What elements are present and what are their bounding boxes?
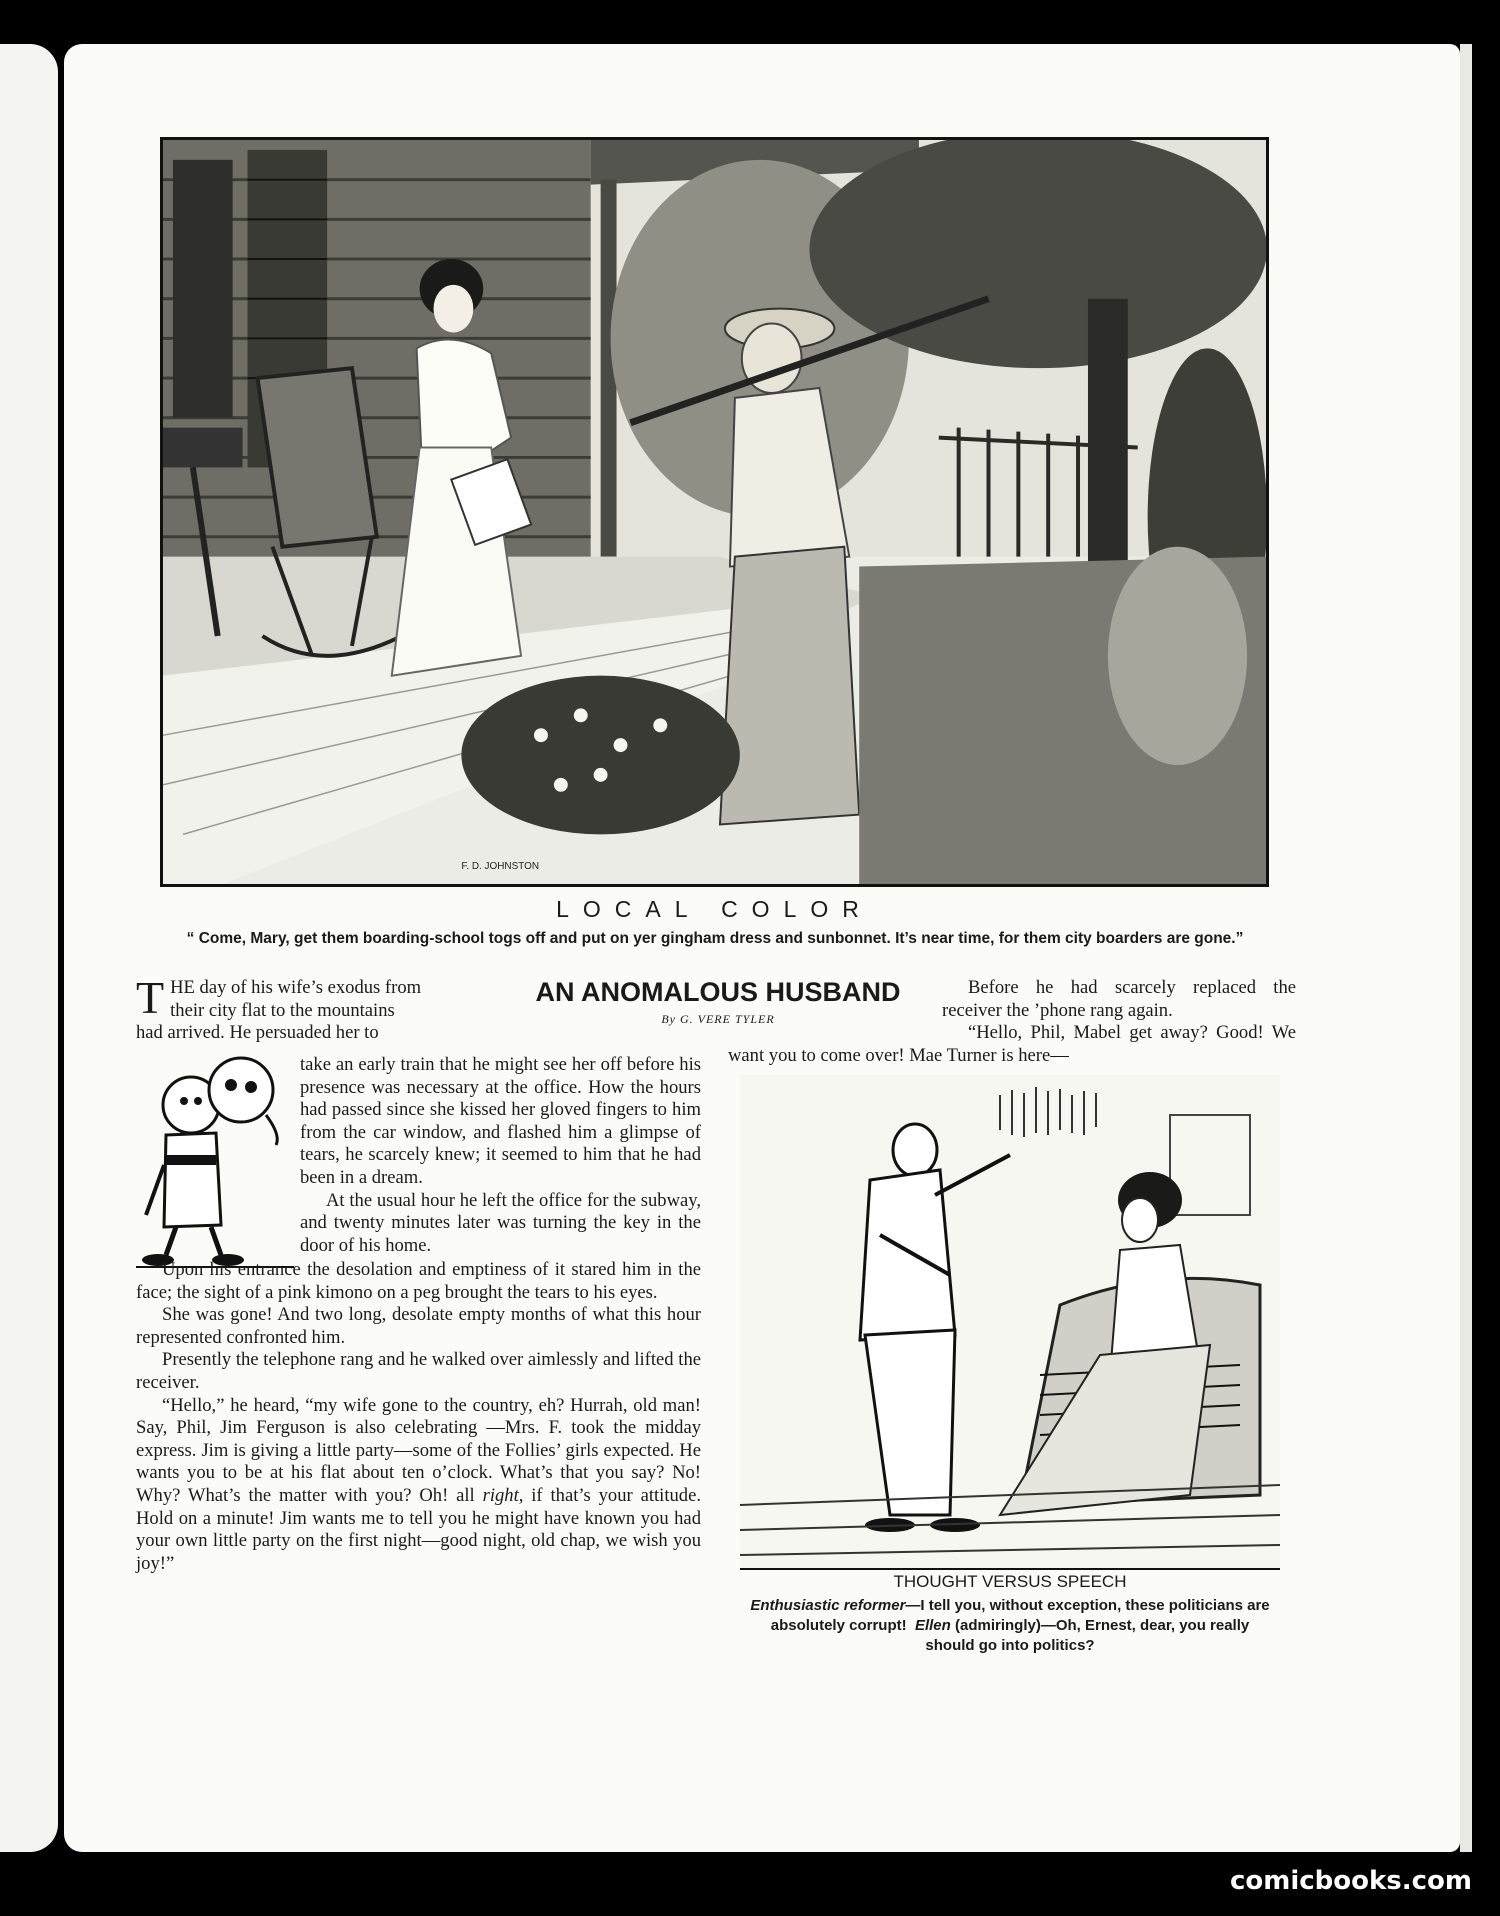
story-p4: She was gone! And two long, desolate empty months of what this hour represented confronted him.	[136, 1304, 701, 1348]
cartoon-title: THOUGHT VERSUS SPEECH	[893, 1572, 1127, 1591]
cartoon-line-1: —I tell you, without exception, these politicians are absolutely corrupt!	[770, 1597, 1270, 1634]
cartoon-line-2: (admiringly)—Oh, Ernest, dear, you really should go into politics?	[925, 1617, 1250, 1654]
cartoon-speaker-2: Ellen	[914, 1617, 951, 1634]
drop-cap: T	[136, 972, 165, 1023]
porch-scene-drawing	[163, 140, 1266, 884]
illustration-caption: “ Come, Mary, get them boarding-school togs off and put on yer gingham dress and sunbonnet. It’s near time, for them city boarders are gone.”	[186, 930, 1244, 947]
site-watermark: comicbooks.com	[1229, 1866, 1472, 1896]
opening-line-1: HE day of his wife’s exodus from	[170, 977, 422, 998]
story-p3: Upon his entrance the desolation and emptiness of it stared him in the face; the sight of a pink kimono on a peg brought the tears to his eyes.	[136, 1259, 701, 1303]
facing-page-edge	[0, 44, 58, 1852]
story-opening	[136, 972, 701, 1045]
story-byline: By G. VERE TYLER	[661, 1012, 775, 1026]
page-right-edge	[1460, 44, 1472, 1852]
thought-versus-speech-cartoon	[740, 1075, 1280, 1570]
story-p6-part-a: “Hello,” he heard, “my wife gone to the country, eh? Hurrah, old man! Say, Phil, Jim Ferguson is also celebrating —Mrs. F. took the midday express. Jim is giving a little party—some of the Follies’ girls expected. He wants you to be at his flat about ten o’clock. What’s that you say? No! Why? What’s the matter with you? Oh! all	[136, 1394, 701, 1506]
cartoon-speaker-1: Enthusiastic reformer	[750, 1597, 906, 1614]
story-heading: AN ANOMALOUS HUSBAND	[535, 977, 901, 1007]
story-p2: At the usual hour he left the office for the subway, and twenty minutes later was turning the key in the door of his home.	[300, 1189, 701, 1256]
story-right-p1: Before he had scarcely replaced the receiver the ’phone rang again.	[942, 977, 1296, 1021]
story-p5: Presently the telephone rang and he walked over aimlessly and lifted the receiver.	[136, 1349, 701, 1393]
cartoon-caption	[745, 1596, 1275, 1656]
story-p6-emphasis: right,	[482, 1484, 524, 1506]
story-body	[136, 1259, 701, 1575]
spot-cartoon-couple	[136, 1055, 294, 1270]
story-continued-right	[728, 977, 1296, 1067]
opening-line-3: had arrived. He persuaded her to	[136, 1022, 379, 1044]
local-color-illustration	[160, 137, 1269, 887]
story-p6-part-b: if that’s your attitude. Hold on a minute! Jim wants me to tell you he might have known you had your own little party on the first night—good night, old chap, we wish you joy!”	[136, 1484, 701, 1574]
story-opening-lines	[136, 972, 490, 1023]
story-paragraph-1-continued	[300, 1054, 701, 1257]
story-p6	[136, 1395, 701, 1576]
illustration-title: LOCAL COLOR	[556, 896, 873, 922]
opening-line-2: their city flat to the mountains	[170, 999, 395, 1021]
artist-signature: F. D. JOHNSTON	[461, 861, 540, 873]
story-p1-rest: take an early train that he might see her off before his presence was necessary at the office. How the hours had passed since she kissed her gloved fingers to him from the car window, and flashed him a glimpse of tears, he scarcely knew; it seemed to him that he had been in a dream.	[300, 1054, 701, 1188]
story-right-p2: “Hello, Phil, Mabel get away? Good! We want you to come over! Mae Turner is here—	[728, 1022, 1296, 1066]
